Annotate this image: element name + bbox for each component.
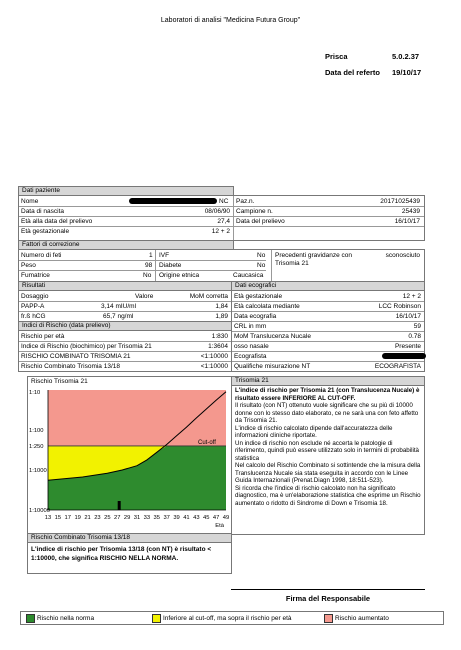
age-label: Età alla data del prelievo (21, 218, 93, 225)
smoker-value: No (143, 272, 152, 279)
echo-method-label: Età calcolata mediante (234, 303, 300, 310)
t21-paragraph-5: Si ricorda che l'indice di rischio calcolato non ha significato diagnostico, ma è un'elaborazione statistica che esprime un Rischio aumentato o ridotto di Sindrome di Down e Trisomia 18. (235, 484, 421, 507)
ga-value: 12 + 2 (211, 228, 230, 235)
t21-paragraph-2: L'indice di rischio calcolato dipende dall'accuratezza delle informazioni cliniche riportate. (235, 424, 393, 439)
high-risk-zone (48, 390, 226, 446)
echo-nt-label: MoM Translucenza Nucale (234, 333, 311, 340)
t21-paragraph-4: Nel calcolo del Rischio Combinato si sottintende che la misura della Translucenza Nucale sia stata eseguita in accordo con le Linee Guida Internazionali (Prenat.Diagn 1998, 18:511-523). (235, 462, 421, 484)
report-date-value: 19/10/17 (392, 68, 422, 77)
echo-method-value: LCC Robinson (378, 303, 421, 310)
fetuses-label: Numero di feti (21, 252, 62, 259)
x-tick-label: 43 (193, 515, 200, 521)
redacted-name (129, 198, 217, 204)
x-tick-label: 25 (104, 515, 111, 521)
legend-swatch-low (26, 614, 35, 623)
x-tick-label: 23 (94, 515, 101, 521)
hcg-mom: 1,89 (215, 313, 228, 320)
x-tick-label: 49 (222, 515, 230, 521)
x-tick-label: 41 (183, 515, 190, 521)
patient-box (18, 195, 425, 241)
echo-nasal-value: Presente (394, 343, 421, 350)
results-header: Risultati (18, 281, 232, 291)
t1318-header: Rischio Combinato Trisomia 13/18 (27, 533, 232, 543)
risk-box (18, 330, 232, 372)
version-value: 5.0.2.37 (392, 52, 420, 61)
t1318-box (27, 542, 232, 574)
name-value: NC (219, 198, 229, 205)
legend-swatch-high (324, 614, 333, 623)
draw-date-value: 16/10/17 (394, 218, 420, 225)
dob-label: Data di nascita (21, 208, 64, 215)
signature-label: Firma del Responsabile (285, 594, 371, 603)
risk-combined-t1318-label: Rischio Combinato Trisomia 13/18 (21, 363, 120, 370)
dob-value: 08/06/90 (204, 208, 230, 215)
echo-box (231, 290, 425, 372)
patient-id-label: Paz.n. (236, 198, 255, 205)
y-tick-label: 1:10000 (29, 508, 50, 514)
risk-combined-t1318-value: <1:10000 (200, 363, 228, 370)
x-tick-label: 33 (143, 515, 151, 521)
x-tick-label: 31 (133, 515, 141, 521)
x-tick-label: 15 (54, 515, 62, 521)
age-value: 27,4 (217, 218, 230, 225)
risk-age-value: 1:830 (211, 333, 228, 340)
draw-date-label: Data del prelievo (236, 218, 285, 225)
y-tick-label: 1:250 (29, 443, 44, 450)
risk-age-label: Rischio per età (21, 333, 65, 340)
x-tick-label: 19 (74, 515, 81, 521)
risk-biochem-label: Indice di Rischio (biochimico) per Trisomia 21 (21, 343, 152, 350)
risk-biochem-value: 1:3604 (208, 343, 228, 350)
echo-ga-label: Età gestazionale (234, 293, 283, 300)
x-tick-label: 21 (84, 515, 91, 521)
x-tick-label: 39 (173, 515, 180, 521)
echo-qual-label: Qualifiche misurazione NT (234, 363, 311, 370)
x-tick-label: 29 (123, 515, 131, 521)
risk-chart-frame (27, 376, 232, 535)
legend-label-low: Rischio nella norma (37, 615, 95, 622)
weight-label: Peso (21, 262, 36, 269)
patient-header: Dati paziente (18, 186, 234, 196)
sample-label: Campione n. (236, 208, 273, 215)
echo-qual-value: ECOGRAFISTA (374, 363, 421, 370)
echo-crl-value: 59 (413, 323, 421, 330)
diabetes-label: Diabete (159, 262, 182, 269)
report-date-label: Data del referto (325, 68, 381, 77)
papp-a-value: 3,14 mIU/ml (101, 303, 137, 310)
y-tick-label: 1:100 (29, 428, 44, 434)
hcg-name: fr.ß hCG (21, 313, 46, 320)
x-tick-label: 13 (44, 515, 52, 521)
cutoff-label: Cut-off (198, 439, 216, 446)
factors-box (18, 249, 425, 282)
factors-header: Fattori di correzione (18, 240, 234, 250)
echo-nt-value: 0.78 (408, 333, 421, 340)
prev-label: Precedenti gravidanze con Trisomia 21 (275, 252, 352, 267)
t21-summary: L'indice di rischio per Trisomia 21 (con Translucenza Nucale) è risultato essere INFERIORE AL CUT-OFF. (235, 387, 420, 402)
hcg-value: 65,7 ng/ml (103, 313, 134, 320)
ethnic-label: Origine etnica (159, 272, 200, 279)
weight-value: 98 (145, 262, 153, 269)
papp-a-name: PAPP-A (21, 303, 45, 310)
y-tick-label: 1:1000 (29, 468, 47, 474)
x-tick-label: 47 (212, 515, 220, 521)
legend (20, 611, 444, 625)
col-value: Valore (135, 293, 154, 300)
t21-box (231, 385, 425, 535)
papp-a-mom: 1,84 (215, 303, 228, 310)
ivf-value: No (257, 252, 266, 259)
y-tick-label: 1:10 (29, 390, 41, 396)
diabetes-value: No (257, 262, 266, 269)
name-label: Nome (21, 198, 39, 205)
t21-header: Trisomia 21 (231, 376, 425, 386)
legend-label-high: Rischio aumentato (335, 615, 389, 622)
ethnic-value: Caucasica (233, 272, 264, 279)
t21-paragraph-3: Un indice di rischio non esclude né accerta le patologie di riferimento, quindi può essere utilizzato solo in termini di probabilità statistica (235, 439, 419, 462)
x-tick-label: 27 (113, 515, 121, 521)
x-axis-label: Età (215, 523, 224, 529)
risk-combined-t21-label: RISCHIO COMBINATO TRISOMIA 21 (21, 353, 131, 360)
redacted-sonographer (382, 353, 426, 359)
prev-value: sconosciuto (385, 252, 420, 259)
method-label: Prisca (325, 52, 348, 61)
echo-header: Dati ecografici (231, 281, 425, 291)
risk-chart (28, 387, 231, 534)
echo-nasal-label: osso nasale (234, 343, 269, 350)
t21-paragraph-1: Il risultato (con NT) ottenuto vuole significare che su più di 10000 donne con lo stesso dato elaborato, ce ne sarà una con feto affetto da Trisomia 21. (235, 402, 419, 424)
lab-title: Laboratori di analisi "Medicina Futura Group" (160, 17, 301, 24)
col-mom: MoM corretta (189, 293, 228, 300)
x-tick-label: 45 (202, 515, 210, 521)
echo-date-label: Data ecografia (234, 313, 277, 320)
x-tick-label: 17 (64, 515, 72, 521)
results-box (18, 290, 232, 322)
fetuses-value: 1 (149, 252, 153, 259)
risk-header: Indici di Rischio (data prelievo) (18, 321, 232, 331)
smoker-label: Fumatrice (21, 272, 50, 279)
ga-label: Età gestazionale (21, 228, 70, 235)
legend-label-intermediate: Inferiore al cut-off, ma sopra il rischio per età (163, 615, 292, 622)
legend-swatch-intermediate (152, 614, 161, 623)
x-tick-label: 37 (163, 515, 170, 521)
patient-marker (118, 501, 121, 510)
t1318-text: L'indice di rischio per Trisomia 13/18 (con NT) è risultato < 1:10000, che significa RISCHIO NELLA NORMA. (31, 546, 212, 562)
col-dosage: Dosaggio (21, 293, 49, 300)
echo-date-value: 16/10/17 (395, 313, 421, 320)
risk-combined-t21-value: <1:10000 (200, 353, 228, 360)
patient-id-value: 20171025439 (380, 198, 420, 205)
sample-value: 25439 (401, 208, 420, 215)
echo-crl-label: CRL in mm (234, 323, 267, 330)
chart-title: Rischio Trisomia 21 (31, 378, 88, 385)
echo-sonographer-label: Ecografista (234, 353, 267, 360)
ivf-label: IVF (159, 252, 170, 259)
echo-ga-value: 12 + 2 (402, 293, 421, 300)
x-tick-label: 35 (153, 515, 161, 521)
signature-line (231, 589, 425, 590)
